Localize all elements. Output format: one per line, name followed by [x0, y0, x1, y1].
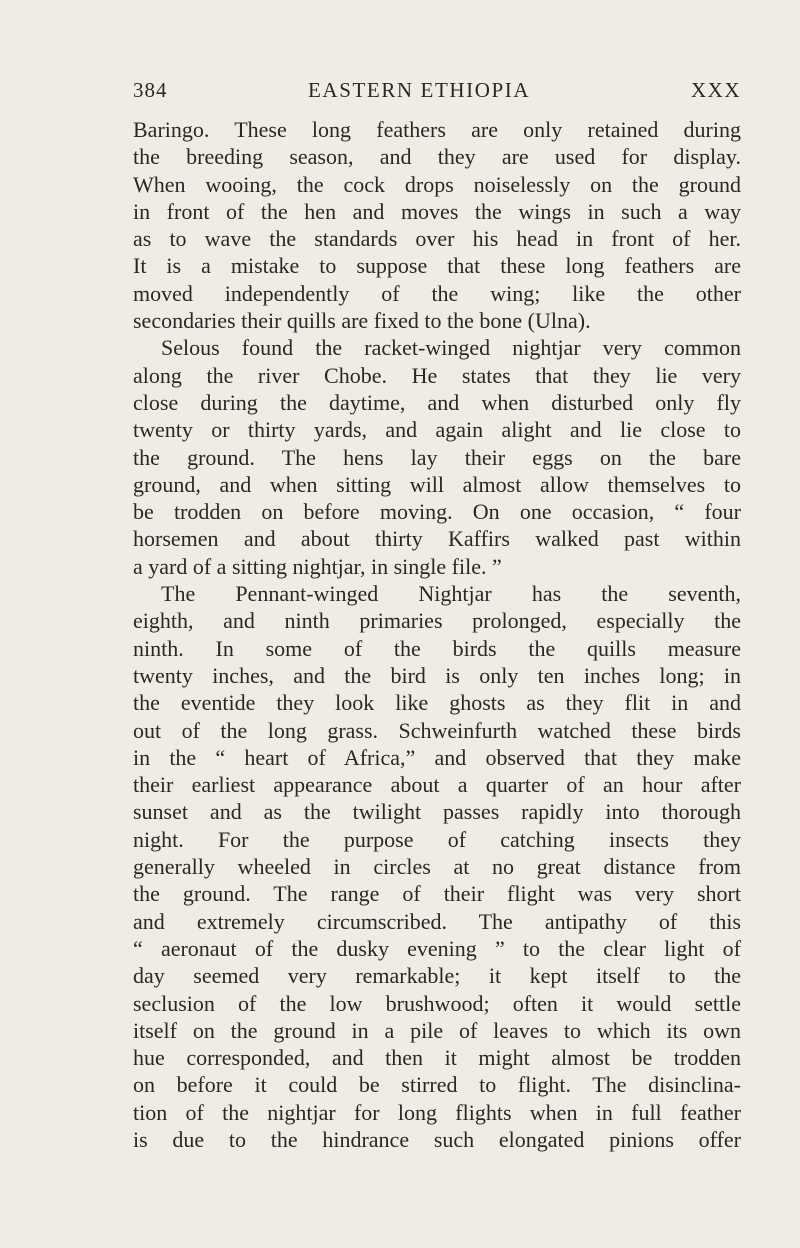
- text-line: Baringo. These long feathers are only retained during: [133, 117, 741, 142]
- text-line: the ground. The hens lay their eggs on the bare: [133, 444, 741, 470]
- body-text: [133, 116, 741, 1153]
- text-line: be trodden on before moving. On one occasion, “ four: [133, 499, 741, 525]
- text-line: It is a mistake to suppose that these long feathers are: [133, 253, 741, 279]
- text-line: the eventide they look like ghosts as they flit in and: [133, 690, 741, 716]
- text-line: itself on the ground in a pile of leaves to which its own: [133, 1017, 741, 1043]
- text-line: is due to the hindrance such elongated pinions offer: [133, 1126, 741, 1152]
- text-line: seclusion of the low brushwood; often it would settle: [133, 990, 741, 1016]
- text-line: in front of the hen and moves the wings in such a way: [133, 198, 741, 224]
- text-line: When wooing, the cock drops noiselessly on the ground: [133, 171, 741, 197]
- text-line: in the “ heart of Africa,” and observed that they make: [133, 744, 741, 770]
- text-line: The Pennant-winged Nightjar has the seventh,: [161, 581, 741, 607]
- text-line: secondaries their quills are fixed to the bone (Ulna).: [133, 308, 591, 334]
- chapter-number: XXX: [691, 78, 741, 102]
- text-line: eighth, and ninth primaries prolonged, especially the: [133, 608, 741, 634]
- text-line: on before it could be stirred to flight. The disinclina-: [133, 1072, 741, 1098]
- text-line: out of the long grass. Schweinfurth watched these birds: [133, 717, 741, 743]
- text-line: ground, and when sitting will almost allow themselves to: [133, 471, 741, 497]
- text-line: a yard of a sitting nightjar, in single file. ”: [133, 553, 502, 579]
- text-line: as to wave the standards over his head in front of her.: [133, 226, 741, 252]
- text-line: horsemen and about thirty Kaffirs walked past within: [133, 526, 741, 552]
- text-line: close during the daytime, and when disturbed only fly: [133, 389, 741, 415]
- text-line: twenty or thirty yards, and again alight and lie close to: [133, 417, 741, 443]
- text-line: generally wheeled in circles at no great distance from: [133, 854, 741, 880]
- page-number: 384: [133, 78, 168, 102]
- text-line: Selous found the racket-winged nightjar very common: [161, 335, 741, 361]
- text-line: hue corresponded, and then it might almost be trodden: [133, 1045, 741, 1071]
- text-line: “ aeronaut of the dusky evening ” to the clear light of: [133, 935, 741, 961]
- running-title: EASTERN ETHIOPIA: [308, 78, 531, 102]
- text-line: moved independently of the wing; like the other: [133, 280, 741, 306]
- text-line: sunset and as the twilight passes rapidly into thorough: [133, 799, 741, 825]
- text-line: ninth. In some of the birds the quills measure: [133, 635, 741, 661]
- text-line: day seemed very remarkable; it kept itself to the: [133, 963, 741, 989]
- text-line: tion of the nightjar for long flights when in full feather: [133, 1099, 741, 1125]
- page-header: [133, 78, 741, 108]
- text-line: the breeding season, and they are used for display.: [133, 144, 741, 170]
- text-line: along the river Chobe. He states that they lie very: [133, 362, 741, 388]
- text-line: twenty inches, and the bird is only ten inches long; in: [133, 662, 741, 688]
- text-line: and extremely circumscribed. The antipathy of this: [133, 908, 741, 934]
- text-line: their earliest appearance about a quarter of an hour after: [133, 772, 741, 798]
- text-line: the ground. The range of their flight was very short: [133, 881, 741, 907]
- text-line: night. For the purpose of catching insects they: [133, 826, 741, 852]
